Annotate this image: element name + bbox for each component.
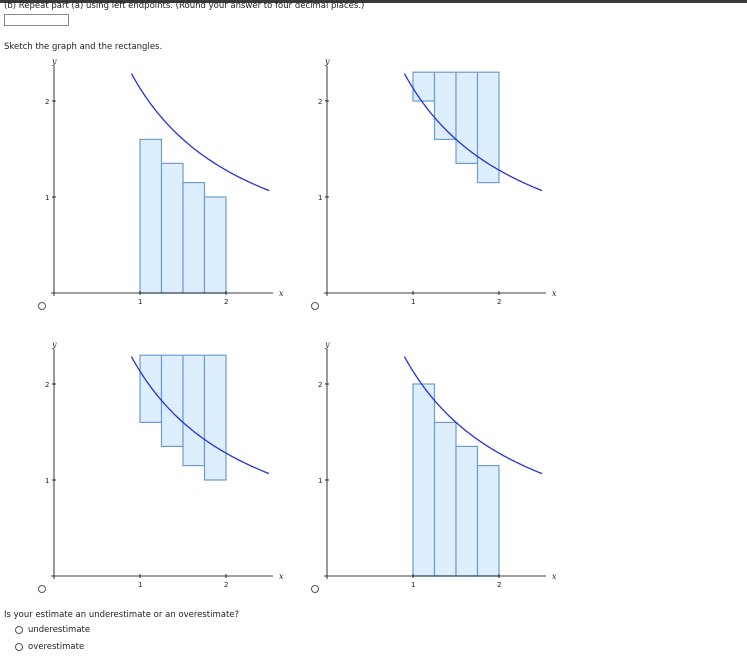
y-tick-label-2: 2 — [318, 381, 323, 389]
rectangle — [456, 72, 478, 163]
x-tick-label-1: 1 — [411, 298, 416, 306]
rectangle — [162, 163, 184, 293]
graph-panel-2 — [318, 57, 557, 306]
rectangle — [205, 197, 227, 293]
graph-panel-4 — [318, 340, 557, 589]
y-tick-label-1: 1 — [318, 477, 323, 485]
y-axis-label: y — [325, 340, 330, 349]
y-tick-label-1: 1 — [45, 477, 50, 485]
sketch-prompt: Sketch the graph and the rectangles. — [4, 42, 163, 52]
y-axis-label: y — [325, 57, 330, 66]
x-axis-label: x — [279, 572, 284, 581]
x-tick-label-1: 1 — [411, 581, 416, 589]
rectangle — [162, 355, 184, 446]
y-axis-label: y — [52, 340, 57, 349]
overestimate-label: overestimate — [28, 642, 85, 652]
y-tick-label-2: 2 — [318, 98, 323, 106]
x-axis-label: x — [552, 572, 557, 581]
rectangle — [456, 446, 478, 576]
underestimate-label: underestimate — [28, 625, 91, 635]
rectangle — [140, 139, 162, 293]
underestimate-radio[interactable] — [15, 626, 23, 634]
rectangle — [413, 72, 435, 101]
rectangle — [413, 384, 435, 576]
x-axis-label: x — [279, 289, 284, 298]
rectangle — [183, 355, 205, 465]
rectangle — [140, 355, 162, 422]
overestimate-radio[interactable] — [15, 643, 23, 651]
x-tick-label-2: 2 — [497, 581, 502, 589]
graph-panel-3 — [45, 340, 284, 589]
rectangle — [205, 355, 227, 480]
x-tick-label-1: 1 — [138, 298, 143, 306]
y-tick-label-1: 1 — [45, 194, 50, 202]
x-tick-label-2: 2 — [497, 298, 502, 306]
x-tick-label-2: 2 — [224, 298, 229, 306]
rectangle — [478, 72, 500, 182]
y-tick-label-2: 2 — [45, 98, 50, 106]
x-tick-label-2: 2 — [224, 581, 229, 589]
y-tick-label-1: 1 — [318, 194, 323, 202]
estimate-question: Is your estimate an underestimate or an overestimate? — [4, 610, 240, 620]
rectangle — [183, 183, 205, 293]
rectangle — [435, 422, 457, 576]
rectangle — [478, 466, 500, 576]
y-tick-label-2: 2 — [45, 381, 50, 389]
graph-panel-1 — [45, 57, 284, 306]
y-axis-label: y — [52, 57, 57, 66]
part-b-prompt: (b) Repeat part (a) using left endpoints. (Round your answer to four decimal places.) — [4, 1, 365, 11]
x-axis-label: x — [552, 289, 557, 298]
x-tick-label-1: 1 — [138, 581, 143, 589]
